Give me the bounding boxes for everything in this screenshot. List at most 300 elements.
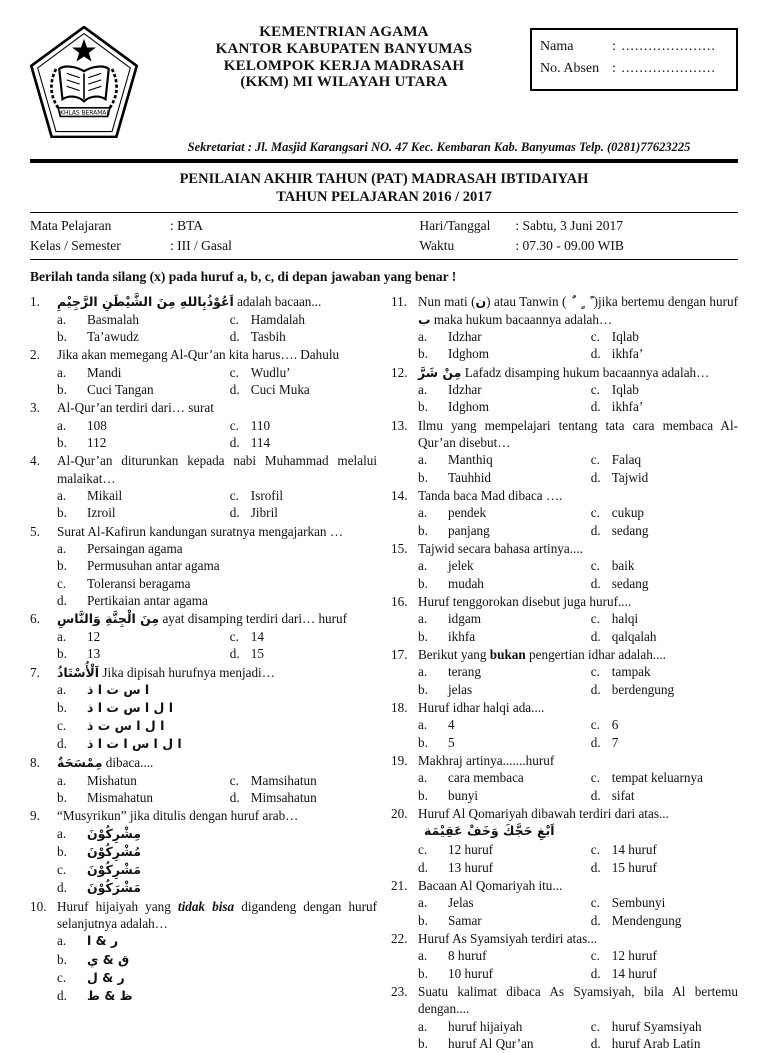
option[interactable] (591, 628, 738, 645)
option-text: 12 huruf (448, 842, 494, 858)
option-label: d. (229, 382, 240, 398)
option-text: Mimsahatun (250, 789, 317, 805)
option-label: d. (590, 469, 601, 485)
option[interactable] (418, 504, 591, 521)
option-text: مَشْرِكُوْنَ (87, 861, 142, 877)
option[interactable] (57, 504, 230, 521)
option[interactable] (418, 894, 591, 911)
option[interactable] (57, 575, 377, 592)
question (391, 699, 738, 751)
question-number: 10. (30, 899, 47, 915)
option-label: c. (57, 861, 67, 877)
option[interactable] (57, 328, 230, 345)
option[interactable] (230, 434, 377, 451)
option-text: ikhfa’ (611, 399, 644, 415)
options (418, 381, 738, 416)
option-text: 14 huruf (611, 965, 657, 981)
options (418, 328, 738, 363)
option[interactable] (591, 469, 738, 486)
option-text: 12 huruf (611, 948, 657, 964)
option[interactable] (591, 734, 738, 751)
option-text: Tasbih (250, 329, 286, 345)
option-label: c. (229, 772, 239, 788)
question-text-part: Huruf idhar halqi ada.... (418, 699, 545, 715)
option[interactable] (418, 947, 591, 964)
option[interactable] (57, 772, 230, 789)
question-number: 4. (30, 453, 40, 469)
option-label: d. (590, 346, 601, 362)
question-number: 12. (391, 364, 408, 380)
letterhead (158, 22, 530, 91)
option-text: 13 huruf (448, 859, 494, 875)
option[interactable] (230, 417, 377, 434)
option[interactable] (591, 328, 738, 345)
option[interactable] (230, 487, 377, 504)
option-text: 14 huruf (611, 842, 657, 858)
option[interactable] (591, 787, 738, 804)
option-label: b. (57, 951, 67, 967)
option-text: Izroil (87, 505, 116, 521)
question-number: 8. (30, 755, 40, 771)
option-label: b. (57, 699, 67, 715)
option[interactable] (418, 610, 591, 627)
question-text (57, 664, 377, 681)
option-label: a. (418, 505, 428, 521)
options (418, 947, 738, 982)
option[interactable] (57, 969, 377, 987)
option-label: c. (590, 948, 600, 964)
name-label: Nama (540, 39, 574, 54)
option-label: a. (418, 328, 428, 344)
option-text: Idghom (448, 399, 490, 415)
ministry-logo (30, 22, 158, 138)
question-number: 9. (30, 808, 40, 824)
options (57, 364, 377, 399)
option[interactable] (57, 861, 377, 879)
option[interactable] (230, 628, 377, 645)
option-text: jelas (448, 681, 473, 697)
option[interactable] (418, 663, 591, 680)
option[interactable] (418, 859, 591, 876)
option[interactable] (591, 894, 738, 911)
question-text-part: Tanda baca Mad dibaca …. (418, 487, 563, 503)
option-label: d. (229, 789, 240, 805)
question-text (418, 699, 738, 716)
exam-info-right (419, 216, 738, 255)
option[interactable] (57, 735, 377, 753)
question (391, 417, 738, 486)
question-text-part: tidak bisa (177, 899, 235, 915)
option-label: b. (57, 558, 67, 574)
option[interactable] (57, 557, 377, 574)
options (57, 628, 377, 663)
question-text-part: مِنَ الْجِنَّةِ وَالنَّاسِ (57, 611, 160, 627)
option-label: c. (57, 575, 67, 591)
question-number: 5. (30, 523, 40, 539)
option[interactable] (57, 487, 230, 504)
option-label: c. (229, 311, 239, 327)
option[interactable] (418, 965, 591, 982)
option[interactable] (418, 522, 591, 539)
option[interactable] (230, 645, 377, 662)
option[interactable] (591, 398, 738, 415)
option-label: b. (418, 346, 428, 362)
option-text: 10 huruf (448, 965, 494, 981)
option-text: Pertikaian antar agama (87, 593, 208, 609)
question-text-part: مِمْسَحَةٌ (57, 755, 103, 771)
option[interactable] (418, 575, 591, 592)
option-text: ikhfa (448, 628, 476, 644)
option[interactable] (418, 398, 591, 415)
option-text: terang (448, 664, 481, 680)
question-text-part: ب (418, 311, 431, 327)
option-label: d. (57, 879, 67, 895)
options (418, 769, 738, 804)
option[interactable] (57, 681, 377, 699)
info-divider (30, 259, 738, 260)
question-number: 13. (391, 417, 408, 433)
option-label: a. (57, 772, 67, 788)
option-label: a. (57, 933, 67, 949)
option[interactable] (591, 1018, 738, 1035)
question-text-part: مِنْ شَرَّ (418, 364, 462, 380)
option[interactable] (591, 681, 738, 698)
option[interactable] (591, 841, 738, 858)
option[interactable] (57, 645, 230, 662)
option-label: a. (418, 558, 428, 574)
option[interactable] (591, 716, 738, 733)
option[interactable] (591, 575, 738, 592)
option-label: d. (590, 522, 601, 538)
exam-title-line-2: TAHUN PELAJARAN 2016 / 2017 (276, 189, 492, 206)
question-text (57, 754, 377, 771)
question-text-part: ً ٍ ٌ (566, 294, 594, 310)
option-label: b. (418, 912, 428, 928)
option-label: a. (57, 487, 67, 503)
option-label: c. (590, 770, 600, 786)
option-text: ق & ي (87, 951, 130, 967)
option[interactable] (418, 769, 591, 786)
option-text: tampak (611, 664, 651, 680)
question (30, 807, 377, 897)
option-label: c. (590, 664, 600, 680)
option-label: b. (57, 435, 67, 451)
option-label: b. (57, 329, 67, 345)
option-text: 114 (250, 435, 271, 451)
absen-fill-line[interactable]: : ..................... (612, 61, 716, 77)
option-text: Mismahatun (87, 789, 153, 805)
option[interactable] (418, 734, 591, 751)
option[interactable] (418, 469, 591, 486)
option[interactable] (591, 965, 738, 982)
exam-title-line-1: PENILAIAN AKHIR TAHUN (PAT) MADRASAH IBTIDAIYAH (179, 171, 589, 187)
option[interactable] (418, 716, 591, 733)
option[interactable] (591, 557, 738, 574)
option[interactable] (591, 504, 738, 521)
question (391, 877, 738, 929)
option-label: a. (57, 825, 67, 841)
option-text: huruf Arab Latin (611, 1035, 701, 1051)
option[interactable] (591, 663, 738, 680)
question (30, 523, 377, 610)
option[interactable] (57, 540, 377, 557)
question-text (57, 293, 377, 310)
option-text: Cuci Muka (250, 382, 310, 398)
sekretariat-line: Sekretariat : Jl. Masjid Karangsari NO. 47 Kec. Kembaran Kab. Banyumas Telp. (0281)77623225 (187, 140, 691, 154)
option[interactable] (418, 451, 591, 468)
option-text: مَشْرَكُوْنَ (87, 879, 142, 895)
option[interactable] (591, 947, 738, 964)
option-label: d. (590, 681, 601, 697)
option-text: 14 (250, 628, 264, 644)
option-text: Samar (448, 912, 482, 928)
option-text: 15 huruf (611, 859, 657, 875)
option[interactable] (57, 825, 377, 843)
option-text: ا ل ا س ا ت ا ذ (87, 736, 182, 752)
ministry-logo-icon (30, 26, 138, 138)
option-label: b. (57, 646, 67, 662)
option-text: qalqalah (611, 628, 657, 644)
question-number: 7. (30, 664, 40, 680)
question (391, 487, 738, 539)
option-text: 108 (87, 417, 107, 433)
option-text: Tajwid (611, 469, 649, 485)
option[interactable] (591, 522, 738, 539)
option-text: Cuci Tangan (87, 382, 154, 398)
option[interactable] (418, 345, 591, 362)
option-label: c. (229, 628, 239, 644)
option-text: berdengung (611, 681, 675, 697)
question (391, 646, 738, 698)
option-text: ikhfa’ (611, 346, 644, 362)
option[interactable] (591, 1035, 738, 1052)
question-text-part: dibaca.... (102, 755, 154, 771)
option[interactable] (591, 912, 738, 929)
option-label: a. (57, 628, 67, 644)
question-number: 18. (391, 699, 408, 715)
option-text: baik (611, 558, 635, 574)
option[interactable] (418, 1035, 591, 1052)
name-fill-line[interactable]: : ..................... (612, 39, 716, 54)
option-label: a. (57, 417, 67, 433)
options (57, 311, 377, 346)
question-number: 11. (391, 294, 407, 310)
option-text: sifat (611, 787, 635, 803)
question-text (57, 452, 377, 486)
options (418, 451, 738, 486)
question-text-part: Huruf hijaiyah yang (57, 899, 178, 915)
question-text-part: Suatu kalimat dibaca As Syamsiyah, bila Al bertemu dengan.... (418, 984, 738, 1017)
option-text: 4 (448, 717, 455, 733)
option-text: tempat keluarnya (611, 770, 703, 786)
option-text: Wudlu’ (250, 364, 291, 380)
option-label: d. (590, 628, 601, 644)
option[interactable] (57, 364, 230, 381)
option-text: Mikail (87, 487, 123, 503)
option[interactable] (230, 311, 377, 328)
question-text-part: Al-Qur’an diturunkan kepada nabi Muhammad melalui malaikat… (57, 453, 377, 486)
option-label: b. (418, 469, 428, 485)
option[interactable] (591, 451, 738, 468)
option-text: مُشْرِكُوْنَ (87, 843, 142, 859)
option-label: a. (57, 681, 67, 697)
option[interactable] (230, 328, 377, 345)
option[interactable] (57, 879, 377, 897)
option-text: ر & ا (87, 933, 119, 949)
option[interactable] (418, 1018, 591, 1035)
option-label: d. (590, 912, 601, 928)
option[interactable] (230, 381, 377, 398)
question-text-part: pengertian idhar adalah.... (525, 646, 666, 662)
question-text-part: Tajwid secara bahasa artinya.... (418, 540, 583, 556)
instruction-text: Berilah tanda silang (x) pada huruf a, b, c, di depan jawaban yang benar ! (30, 269, 457, 285)
option-text: huruf Al Qur’an (448, 1035, 534, 1051)
option[interactable] (418, 381, 591, 398)
option-label: d. (590, 787, 601, 803)
option[interactable] (230, 364, 377, 381)
option[interactable] (591, 769, 738, 786)
question-number: 14. (391, 487, 408, 503)
question-text-part: Al-Qur’an terdiri dari… surat (57, 400, 214, 416)
option-label: b. (418, 734, 428, 750)
option-text: idgam (448, 611, 481, 627)
question (391, 293, 738, 362)
option[interactable] (591, 610, 738, 627)
option[interactable] (57, 699, 377, 717)
option-label: b. (418, 575, 428, 591)
option-text: bunyi (448, 787, 479, 803)
option[interactable] (57, 843, 377, 861)
option[interactable] (57, 434, 230, 451)
options (418, 663, 738, 698)
question-text-part: Lafadz disamping hukum bacaannya adalah… (461, 364, 710, 380)
option-label: a. (57, 311, 67, 327)
option[interactable] (57, 311, 230, 328)
option[interactable] (57, 417, 230, 434)
option[interactable] (418, 912, 591, 929)
question (30, 399, 377, 451)
question-text (57, 807, 377, 824)
option-label: c. (418, 842, 428, 858)
option-text: Manthiq (448, 452, 493, 468)
question-number: 1. (30, 294, 40, 310)
options (57, 417, 377, 452)
question-text (418, 877, 738, 894)
option-label: a. (57, 364, 67, 380)
option[interactable] (591, 859, 738, 876)
option[interactable] (591, 345, 738, 362)
subject-label: Mata Pelajaran (30, 218, 112, 234)
question-number: 20. (391, 805, 408, 821)
option[interactable] (57, 987, 377, 1005)
option[interactable] (57, 381, 230, 398)
letterhead-line-2: KANTOR KABUPATEN BANYUMAS (215, 40, 473, 57)
option[interactable] (418, 787, 591, 804)
option-text: Jelas (448, 895, 474, 911)
option[interactable] (230, 504, 377, 521)
option-text: Hamdalah (250, 311, 305, 327)
option[interactable] (418, 328, 591, 345)
question (391, 593, 738, 645)
question-text-part: “Musyrikun” jika ditulis dengan huruf arab… (57, 808, 299, 824)
option-label: d. (590, 575, 601, 591)
question (30, 664, 377, 754)
option-text: Idzhar (448, 328, 482, 344)
option[interactable] (57, 951, 377, 969)
option[interactable] (230, 772, 377, 789)
option-text: panjang (448, 522, 490, 538)
option-text: Isrofil (250, 487, 284, 503)
option[interactable] (57, 628, 230, 645)
question-number: 21. (391, 878, 408, 894)
question-text (57, 523, 377, 540)
option-label: c. (229, 417, 239, 433)
question-text (57, 399, 377, 416)
question-column-left (30, 293, 377, 1053)
question-text (418, 593, 738, 610)
option-text: Mishatun (87, 772, 137, 788)
option-label: d. (229, 646, 240, 662)
options (418, 894, 738, 929)
option-label: d. (229, 505, 240, 521)
letterhead-line-3: KELOMPOK KERJA MADRASAH (223, 57, 465, 74)
question-text (418, 752, 738, 769)
option-text: 15 (250, 646, 264, 662)
option-label: b. (418, 965, 428, 981)
option-label: a. (418, 381, 428, 397)
question-number: 16. (391, 593, 408, 609)
question-number: 15. (391, 540, 408, 556)
option[interactable] (57, 717, 377, 735)
question-text-part: Huruf tenggorokan disebut juga huruf.... (418, 593, 632, 609)
question-text-part: Makhraj artinya.......huruf (418, 752, 555, 768)
question-text-part: Jika akan memegang Al-Qur’an kita harus…. Dahulu (57, 347, 340, 363)
options (418, 1018, 738, 1053)
exam-info (30, 213, 738, 259)
option[interactable] (418, 681, 591, 698)
option[interactable] (57, 592, 377, 609)
option[interactable] (57, 789, 230, 806)
question-number: 22. (391, 931, 408, 947)
option-text: Toleransi beragama (87, 575, 191, 591)
option-text: Iqlab (611, 381, 639, 397)
option-text: Mandi (87, 364, 122, 380)
option[interactable] (230, 789, 377, 806)
question-text (418, 364, 738, 381)
question-text (418, 805, 738, 839)
question-text (418, 417, 738, 451)
question (30, 346, 377, 398)
question-number: 17. (391, 646, 408, 662)
options (418, 610, 738, 645)
option[interactable] (57, 932, 377, 950)
option-label: c. (57, 969, 67, 985)
options (418, 557, 738, 592)
option-label: b. (418, 399, 428, 415)
question-number: 6. (30, 611, 40, 627)
option[interactable] (418, 841, 591, 858)
question-text-part: bukan (489, 646, 526, 662)
option-label: b. (57, 843, 67, 859)
option[interactable] (418, 628, 591, 645)
option-text: Basmalah (87, 311, 140, 327)
option[interactable] (591, 381, 738, 398)
option-text: Mamsihatun (250, 772, 317, 788)
option-text: ا ل ا س ت ذ (87, 718, 165, 734)
option[interactable] (418, 557, 591, 574)
option-text: ر & ل (87, 969, 125, 985)
letterhead-line-4: (KKM) MI WILAYAH UTARA (240, 74, 448, 91)
